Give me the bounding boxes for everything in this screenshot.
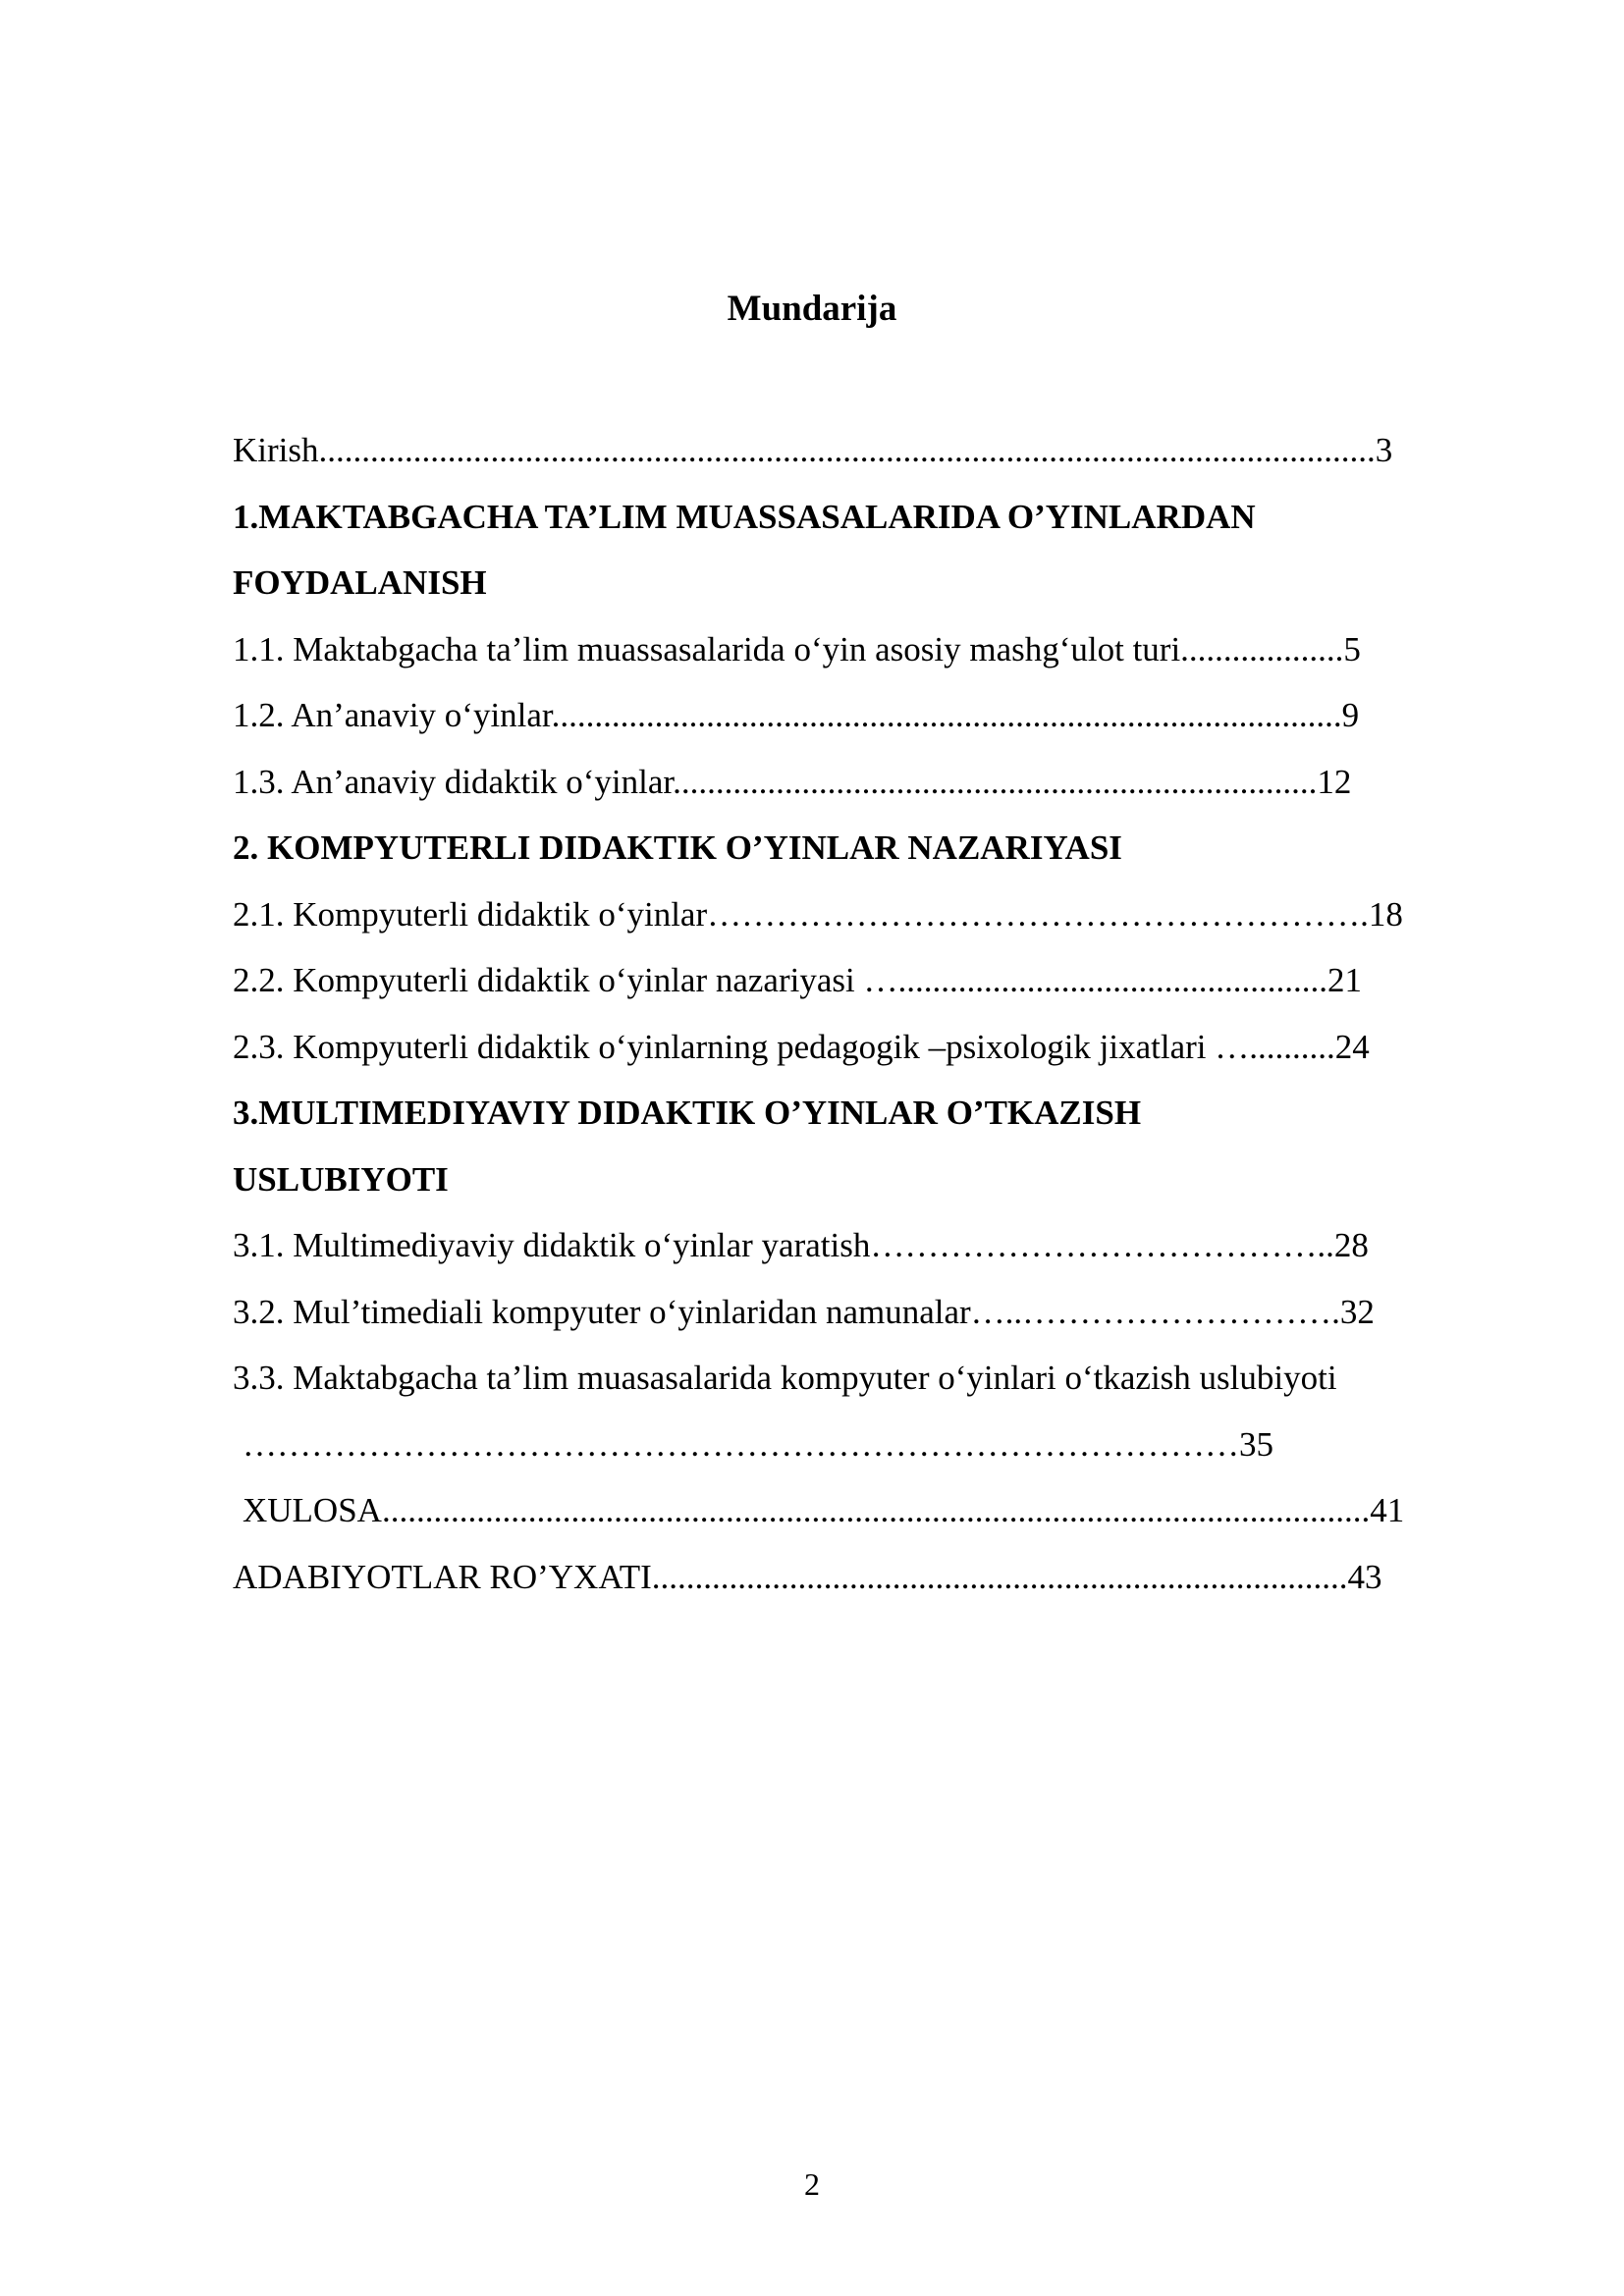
toc-chapter-3-heading-line-1: 3.MULTIMEDIYAVIY DIDAKTIK O’YINLAR O’TKAZISH <box>233 1094 1142 1132</box>
toc-entry-2-1: 2.1. Kompyuterli didaktik o‘yinlar………………………………………………….18 <box>233 894 1403 934</box>
toc-entry-adabiyotlar: ADABIYOTLAR RO’YXATI.................................................................................43 <box>233 1557 1382 1596</box>
toc-entry-3-3-continuation: ……………………………………………………………………………35 <box>243 1424 1273 1464</box>
toc-entry-2-3: 2.3. Kompyuterli didaktik o‘yinlarning pedagogik –psixologik jixatlari …..........24 <box>233 1027 1370 1066</box>
toc-entry-kirish: Kirish...........................................................................................................................3 <box>233 431 1393 469</box>
toc-chapter-1-heading-line-2: FOYDALANISH <box>233 563 487 602</box>
toc-chapter-1-heading-line-1: 1.MAKTABGACHA TA’LIM MUASSASALARIDA O’YINLARDAN <box>233 497 1256 536</box>
toc-chapter-2-heading: 2. KOMPYUTERLI DIDAKTIK O’YINLAR NAZARIYASI <box>233 828 1122 867</box>
page-number: 2 <box>804 2166 820 2202</box>
toc-entry-2-2: 2.2. Kompyuterli didaktik o‘yinlar nazariyasi …..................................................21 <box>233 961 1362 999</box>
toc-entry-1-2: 1.2. An’anaviy o‘yinlar............................................................................................9 <box>233 696 1360 734</box>
toc-chapter-3-heading-line-2: USLUBIYOTI <box>233 1159 449 1199</box>
toc-entry-3-2: 3.2. Mul’timediali kompyuter o‘yinlaridan namunalar…..……………………….32 <box>233 1292 1375 1331</box>
toc-entry-1-3: 1.3. An’anaviy didaktik o‘yinlar...........................................................................12 <box>233 762 1352 801</box>
toc-title: Mundarija <box>727 289 897 329</box>
toc-entry-1-1: 1.1. Maktabgacha ta’lim muassasalarida o‘yin asosiy mashg‘ulot turi...................5 <box>233 629 1361 668</box>
toc-entry-xulosa: XULOSA...................................................................................................................41 <box>243 1491 1405 1529</box>
toc-entry-3-1: 3.1. Multimediyaviy didaktik o‘yinlar yaratish…………………………………..28 <box>233 1226 1369 1264</box>
table-of-contents <box>233 417 1529 1610</box>
toc-entry-3-3: 3.3. Maktabgacha ta’lim muasasalarida kompyuter o‘yinlari o‘tkazish uslubiyoti <box>233 1359 1337 1397</box>
